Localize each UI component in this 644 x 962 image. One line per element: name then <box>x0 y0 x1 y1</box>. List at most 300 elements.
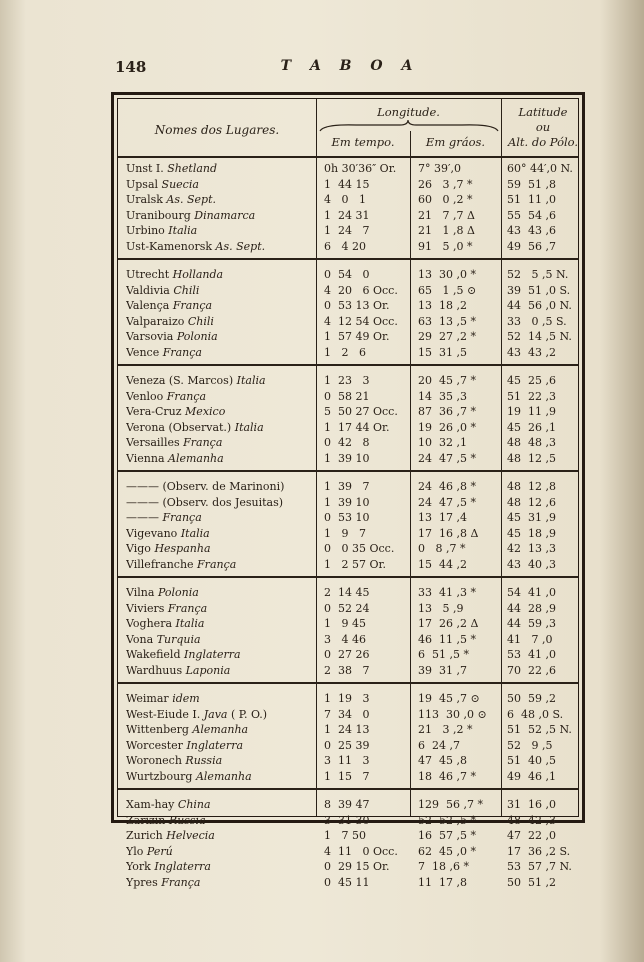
table-row <box>118 495 578 510</box>
place-name <box>126 738 311 753</box>
place-name <box>126 510 311 525</box>
latitude-value: 47 22 ,0 <box>507 829 556 842</box>
latitude-value: 43 43 ,2 <box>507 345 556 359</box>
place-name <box>126 859 311 874</box>
longitude-degrees: 24 47 ,5 * <box>418 495 476 509</box>
place-name <box>126 647 311 662</box>
table-row <box>118 844 578 859</box>
longitude-time: 0 25 39 <box>324 738 370 752</box>
latitude-value: 48 48 ,3 <box>507 436 556 449</box>
group-rule <box>118 470 578 472</box>
country-label: Chili <box>187 314 214 328</box>
table-row <box>118 828 578 843</box>
country-label: Polonia <box>157 586 199 599</box>
longitude-time: 1 24 31 <box>324 208 370 222</box>
country-label: França <box>167 601 208 615</box>
latitude-value: 45 31 ,9 <box>507 511 556 524</box>
place-label: Vona <box>126 632 154 646</box>
place-label: Worcester <box>126 738 183 752</box>
place-name <box>126 329 311 344</box>
latitude-value: 51 22 ,3 <box>507 389 556 403</box>
country-label: Chili <box>173 283 200 297</box>
longitude-degrees: 6 51 ,5 * <box>418 648 469 661</box>
latitude-value: 48 12 ,8 <box>507 480 556 493</box>
country-label: Mexico <box>185 405 226 418</box>
latitude-value: 42 13 ,3 <box>507 542 556 555</box>
country-label: Turquia <box>156 632 201 646</box>
place-label: Ylo <box>126 844 144 858</box>
table-row <box>118 298 578 313</box>
longitude-time: 1 2 6 <box>324 345 366 359</box>
latitude-value: 45 25 ,6 <box>507 374 556 387</box>
longitude-time: 1 7 50 <box>324 829 366 842</box>
country-label: Suecia <box>161 177 199 191</box>
latitude-value: 44 56 ,0 N. <box>507 299 572 312</box>
longitude-degrees: 60 0 ,2 * <box>418 193 473 206</box>
longitude-time: 4 12 54 Occ. <box>324 314 398 328</box>
country-label: Inglaterra <box>186 738 244 752</box>
place-name <box>126 435 311 450</box>
coordinates-table <box>117 98 579 889</box>
longitude-time: 0 54 0 <box>324 268 370 281</box>
table-row <box>118 223 578 238</box>
longitude-time: 3 11 3 <box>324 754 370 767</box>
table-row <box>118 813 578 828</box>
place-label: Ust-Kamenorsk <box>126 239 213 253</box>
longitude-time: 3 31 30 <box>324 813 370 827</box>
place-label: Vigevano <box>126 526 178 540</box>
longitude-time: 8 39 47 <box>324 798 370 811</box>
header-latitude-3: Alt. do Pólo. <box>507 135 579 149</box>
latitude-value: 48 12 ,6 <box>507 495 556 509</box>
place-name <box>126 495 311 510</box>
longitude-time: 6 4 20 <box>324 239 366 253</box>
longitude-time: 0 29 15 Or. <box>324 860 390 873</box>
table-row <box>118 691 578 706</box>
place-label: Versailles <box>126 436 180 449</box>
longitude-degrees: 10 32 ,1 <box>418 436 467 449</box>
place-label: Vilna <box>126 586 155 599</box>
latitude-value: 49 56 ,7 <box>507 239 556 253</box>
longitude-time: 0 0 35 Occ. <box>324 542 395 555</box>
longitude-time: 0 52 24 <box>324 601 370 615</box>
table-row <box>118 345 578 360</box>
table-row <box>118 479 578 494</box>
place-label: Villefranche <box>126 557 194 571</box>
table-row <box>118 267 578 282</box>
group-rule <box>118 364 578 366</box>
table-row <box>118 797 578 812</box>
longitude-time: 1 2 57 Or. <box>324 557 387 571</box>
place-name <box>126 557 311 572</box>
latitude-value: 48 12 ,5 <box>507 451 556 465</box>
table-row <box>118 541 578 556</box>
place-name <box>126 239 311 254</box>
longitude-degrees: 13 30 ,0 * <box>418 268 476 281</box>
running-title: T A B O A <box>280 58 420 74</box>
header-latitude-1: Latitude <box>518 105 568 119</box>
longitude-time: 0 42 8 <box>324 436 370 449</box>
place-name <box>126 420 311 435</box>
place-name <box>126 585 311 600</box>
country-label: China <box>177 798 211 811</box>
place-name <box>126 541 311 556</box>
place-label: Vienna <box>126 451 165 465</box>
country-label: Java <box>203 707 228 721</box>
place-label: Venloo <box>126 389 164 403</box>
country-label: França <box>172 299 213 312</box>
country-label: França <box>162 345 202 359</box>
longitude-degrees: 15 44 ,2 <box>418 557 467 571</box>
latitude-value: 54 41 ,0 <box>507 586 556 599</box>
table-row <box>118 557 578 572</box>
place-name <box>126 373 311 388</box>
country-label: Shetland <box>167 162 218 175</box>
latitude-value: 31 16 ,0 <box>507 798 556 811</box>
table-row <box>118 875 578 890</box>
country-label: Alemanha <box>168 451 224 465</box>
country-label: França <box>161 875 201 889</box>
country-label: França <box>197 557 237 571</box>
longitude-degrees: 15 31 ,5 <box>418 345 467 359</box>
latitude-value: 60° 44′,0 N. <box>507 162 573 175</box>
longitude-time: 3 4 46 <box>324 632 366 646</box>
table-row <box>118 722 578 737</box>
longitude-degrees: 21 7 ,7 Δ <box>418 208 475 222</box>
longitude-time: 5 50 27 Occ. <box>324 405 398 418</box>
table-row <box>118 283 578 298</box>
country-label: Inglaterra <box>184 648 241 661</box>
page-number: 148 <box>115 58 147 76</box>
longitude-degrees: 13 5 ,9 <box>418 601 464 615</box>
place-name <box>126 797 311 812</box>
table-row <box>118 526 578 541</box>
country-label: Russia <box>185 754 223 767</box>
table-row <box>118 451 578 466</box>
longitude-time: 1 24 13 <box>324 723 370 736</box>
longitude-degrees: 19 45 ,7 ⊙ <box>418 692 480 705</box>
table-row <box>118 510 578 525</box>
place-name <box>126 389 311 404</box>
header-rule <box>118 156 578 158</box>
longitude-time: 0 53 10 <box>324 511 370 524</box>
table-row <box>118 632 578 647</box>
longitude-time: 1 39 7 <box>324 480 370 493</box>
table-row <box>118 420 578 435</box>
place-name <box>126 192 311 207</box>
longitude-degrees: 14 35 ,3 <box>418 389 467 403</box>
table-row <box>118 208 578 223</box>
place-label: Viviers <box>126 601 165 615</box>
longitude-degrees: 24 47 ,5 * <box>418 451 476 465</box>
longitude-brace <box>316 119 501 133</box>
place-name <box>126 663 311 678</box>
latitude-value: 53 41 ,0 <box>507 648 556 661</box>
place-name <box>126 601 311 616</box>
longitude-degrees: 33 41 ,3 * <box>418 586 476 599</box>
longitude-degrees: 63 13 ,5 * <box>418 314 476 328</box>
country-label: Laponia <box>185 663 231 677</box>
latitude-value: 49 46 ,1 <box>507 769 556 783</box>
place-label: Vera-Cruz <box>126 405 182 418</box>
latitude-value: 17 36 ,2 S. <box>507 844 571 858</box>
latitude-value: 53 57 ,7 N. <box>507 860 572 873</box>
longitude-degrees: 17 16 ,8 Δ <box>418 526 479 540</box>
longitude-degrees: 21 1 ,8 Δ <box>418 224 475 237</box>
place-name <box>126 161 311 176</box>
table-row <box>118 435 578 450</box>
longitude-degrees: 6 24 ,7 <box>418 738 460 752</box>
place-label: Wardhuus <box>126 663 183 677</box>
table-row <box>118 585 578 600</box>
country-label: Alemanha <box>192 723 249 736</box>
place-name <box>126 632 311 647</box>
place-label: Valdivia <box>126 283 170 297</box>
header-time: Em tempo. <box>331 135 395 149</box>
place-label: Urbino <box>126 224 165 237</box>
country-label: Italia <box>236 374 266 387</box>
place-label: Xam-hay <box>126 798 175 811</box>
header-place-names: Nomes dos Lugares. <box>154 123 280 137</box>
longitude-time: 4 11 0 Occ. <box>324 844 398 858</box>
longitude-time: 0 27 26 <box>324 648 370 661</box>
header-latitude-2: ou <box>535 120 551 134</box>
table-row <box>118 738 578 753</box>
longitude-time: 0 53 13 Or. <box>324 299 390 312</box>
place-name <box>126 769 311 784</box>
place-label: Zurich <box>126 829 163 842</box>
place-label: ——— (Observ. de Marinoni) <box>126 480 285 493</box>
table-row <box>118 404 578 419</box>
place-label: Weimar <box>126 692 169 705</box>
latitude-value: 44 28 ,9 <box>507 601 556 615</box>
longitude-time: 0 45 11 <box>324 875 370 889</box>
place-label: West-Eiude I. <box>126 707 201 721</box>
place-label: Zarizin <box>126 813 166 827</box>
place-name <box>126 722 311 737</box>
place-label: Veneza (S. Marcos) <box>126 374 234 387</box>
place-label: Wittenberg <box>126 723 189 736</box>
longitude-degrees: 7° 39′,0 <box>418 162 461 175</box>
place-name <box>126 223 311 238</box>
place-name <box>126 828 311 843</box>
table-row <box>118 601 578 616</box>
country-label: As. Sept. <box>215 239 266 253</box>
place-name <box>126 404 311 419</box>
country-label: Italia <box>180 526 210 540</box>
table-row <box>118 177 578 192</box>
place-name <box>126 283 311 298</box>
longitude-degrees: 7 18 ,6 * <box>418 860 469 873</box>
longitude-degrees: 46 11 ,5 * <box>418 632 476 646</box>
place-label: Vigo <box>126 542 151 555</box>
longitude-degrees: 16 57 ,5 * <box>418 829 476 842</box>
place-label: Valença <box>126 299 170 312</box>
group-rule <box>118 788 578 790</box>
place-label: Wurtzbourg <box>126 769 193 783</box>
latitude-value: 59 51 ,8 <box>507 177 556 191</box>
place-label: Utrecht <box>126 268 170 281</box>
country-label: Dinamarca <box>194 208 256 222</box>
place-name <box>126 813 311 828</box>
country-label: França <box>162 511 202 524</box>
longitude-degrees: 65 1 ,5 ⊙ <box>418 283 477 297</box>
place-label: York <box>126 860 151 873</box>
longitude-degrees: 0 8 ,7 * <box>418 542 466 555</box>
longitude-degrees: 47 45 ,8 <box>418 754 467 767</box>
longitude-time: 1 44 15 <box>324 177 370 191</box>
longitude-time: 1 17 44 Or. <box>324 420 390 434</box>
latitude-value: 55 54 ,6 <box>507 208 556 222</box>
country-label: Alemanha <box>195 769 252 783</box>
latitude-value: 6 48 ,0 S. <box>507 707 564 721</box>
country-label: Perú <box>146 844 173 858</box>
table-row <box>118 192 578 207</box>
place-label: Voghera <box>126 617 173 630</box>
latitude-value: 70 22 ,6 <box>507 663 556 677</box>
place-name <box>126 753 311 768</box>
country-label: Russia <box>168 813 206 827</box>
country-label: Inglaterra <box>154 860 211 873</box>
longitude-degrees: 91 5 ,0 * <box>418 239 473 253</box>
latitude-value: 52 5 ,5 N. <box>507 268 569 281</box>
place-label: Verona (Observat.) <box>126 420 232 434</box>
longitude-degrees: 52 52 ,5 * <box>418 813 476 827</box>
place-label: Valparaizo <box>126 314 185 328</box>
country-label: Italia <box>175 617 205 630</box>
table-row <box>118 859 578 874</box>
place-label: Unst I. <box>126 162 164 175</box>
latitude-value: 43 40 ,3 <box>507 557 556 571</box>
place-name <box>126 526 311 541</box>
latitude-value: 52 9 ,5 <box>507 738 553 752</box>
longitude-time: 0h 30′36″ Or. <box>324 162 397 175</box>
country-label: Hollanda <box>172 268 224 281</box>
place-label: Woronech <box>126 754 182 767</box>
longitude-time: 4 0 1 <box>324 193 366 206</box>
longitude-degrees: 17 26 ,2 Δ <box>418 617 479 630</box>
place-label: Wakefield <box>126 648 181 661</box>
country-label: França <box>166 389 207 403</box>
longitude-time: 7 34 0 <box>324 707 370 721</box>
place-name <box>126 314 311 329</box>
longitude-time: 2 38 7 <box>324 663 370 677</box>
latitude-value: 51 11 ,0 <box>507 193 556 206</box>
place-name <box>126 298 311 313</box>
longitude-time: 1 24 7 <box>324 224 370 237</box>
table-row <box>118 329 578 344</box>
longitude-degrees: 29 27 ,2 * <box>418 330 476 343</box>
longitude-degrees: 20 45 ,7 * <box>418 374 476 387</box>
place-name <box>126 177 311 192</box>
longitude-degrees: 11 17 ,8 <box>418 875 467 889</box>
header-longitude: Longitude. <box>377 105 440 119</box>
latitude-value: 52 14 ,5 N. <box>507 330 572 343</box>
table-row <box>118 663 578 678</box>
longitude-degrees: 113 30 ,0 ⊙ <box>418 707 487 721</box>
page-header <box>115 58 585 80</box>
latitude-value: 44 59 ,3 <box>507 617 556 630</box>
table-row <box>118 239 578 254</box>
latitude-value: 50 51 ,2 <box>507 875 556 889</box>
table-row <box>118 647 578 662</box>
longitude-time: 1 23 3 <box>324 374 370 387</box>
place-label: Vence <box>126 345 160 359</box>
place-name <box>126 267 311 282</box>
longitude-degrees: 62 45 ,0 * <box>418 844 476 858</box>
place-label: ——— (Observ. dos Jesuitas) <box>126 495 284 509</box>
longitude-time: 1 9 7 <box>324 526 366 540</box>
country-label: Italia <box>234 420 264 434</box>
place-label: Upsal <box>126 177 159 191</box>
country-label: Helvecia <box>166 829 215 842</box>
place-name <box>126 345 311 360</box>
longitude-time: 4 20 6 Occ. <box>324 283 398 297</box>
latitude-value: 43 43 ,6 <box>507 224 556 237</box>
latitude-value: 48 42 ,3 <box>507 813 556 827</box>
header-degrees: Em gráos. <box>425 135 486 149</box>
latitude-value: 51 52 ,5 N. <box>507 723 572 736</box>
longitude-degrees: 24 46 ,8 * <box>418 480 476 493</box>
country-label: França <box>183 436 223 449</box>
longitude-degrees: 18 46 ,7 * <box>418 769 476 783</box>
table-row <box>118 389 578 404</box>
longitude-degrees: 87 36 ,7 * <box>418 405 476 418</box>
longitude-time: 1 39 10 <box>324 451 370 465</box>
longitude-degrees: 21 3 ,2 * <box>418 723 473 736</box>
table-row <box>118 616 578 631</box>
place-name <box>126 691 311 706</box>
place-name <box>126 707 311 722</box>
table-frame <box>111 92 585 889</box>
place-label: Varsovia <box>126 330 174 343</box>
latitude-value: 50 59 ,2 <box>507 692 556 705</box>
longitude-degrees: 13 17 ,4 <box>418 511 467 524</box>
latitude-value: 19 11 ,9 <box>507 405 556 418</box>
latitude-value: 45 26 ,1 <box>507 420 556 434</box>
longitude-degrees: 13 18 ,2 <box>418 299 467 312</box>
longitude-time: 0 58 21 <box>324 389 370 403</box>
latitude-value: 41 7 ,0 <box>507 632 553 646</box>
table-row <box>118 769 578 784</box>
place-name <box>126 208 311 223</box>
longitude-time: 1 19 3 <box>324 692 370 705</box>
latitude-value: 39 51 ,0 S. <box>507 283 571 297</box>
longitude-time: 1 57 49 Or. <box>324 330 390 343</box>
place-name <box>126 616 311 631</box>
place-label: Uranibourg <box>126 208 191 222</box>
place-label: Uralsk <box>126 193 163 206</box>
group-rule <box>118 258 578 260</box>
longitude-time: 2 14 45 <box>324 586 370 599</box>
table-row <box>118 314 578 329</box>
place-label: Ypres <box>126 875 158 889</box>
longitude-degrees: 26 3 ,7 * <box>418 177 473 191</box>
place-name <box>126 844 311 859</box>
place-suffix: ( P. O.) <box>230 707 268 721</box>
group-rule <box>118 576 578 578</box>
longitude-time: 1 15 7 <box>324 769 370 783</box>
longitude-degrees: 129 56 ,7 * <box>418 798 483 811</box>
latitude-value: 45 18 ,9 <box>507 526 556 540</box>
longitude-degrees: 39 31 ,7 <box>418 663 467 677</box>
place-name <box>126 875 311 890</box>
table-row <box>118 161 578 176</box>
latitude-value: 51 40 ,5 <box>507 754 556 767</box>
country-label: Italia <box>168 224 198 237</box>
table-row <box>118 753 578 768</box>
table-row <box>118 707 578 722</box>
